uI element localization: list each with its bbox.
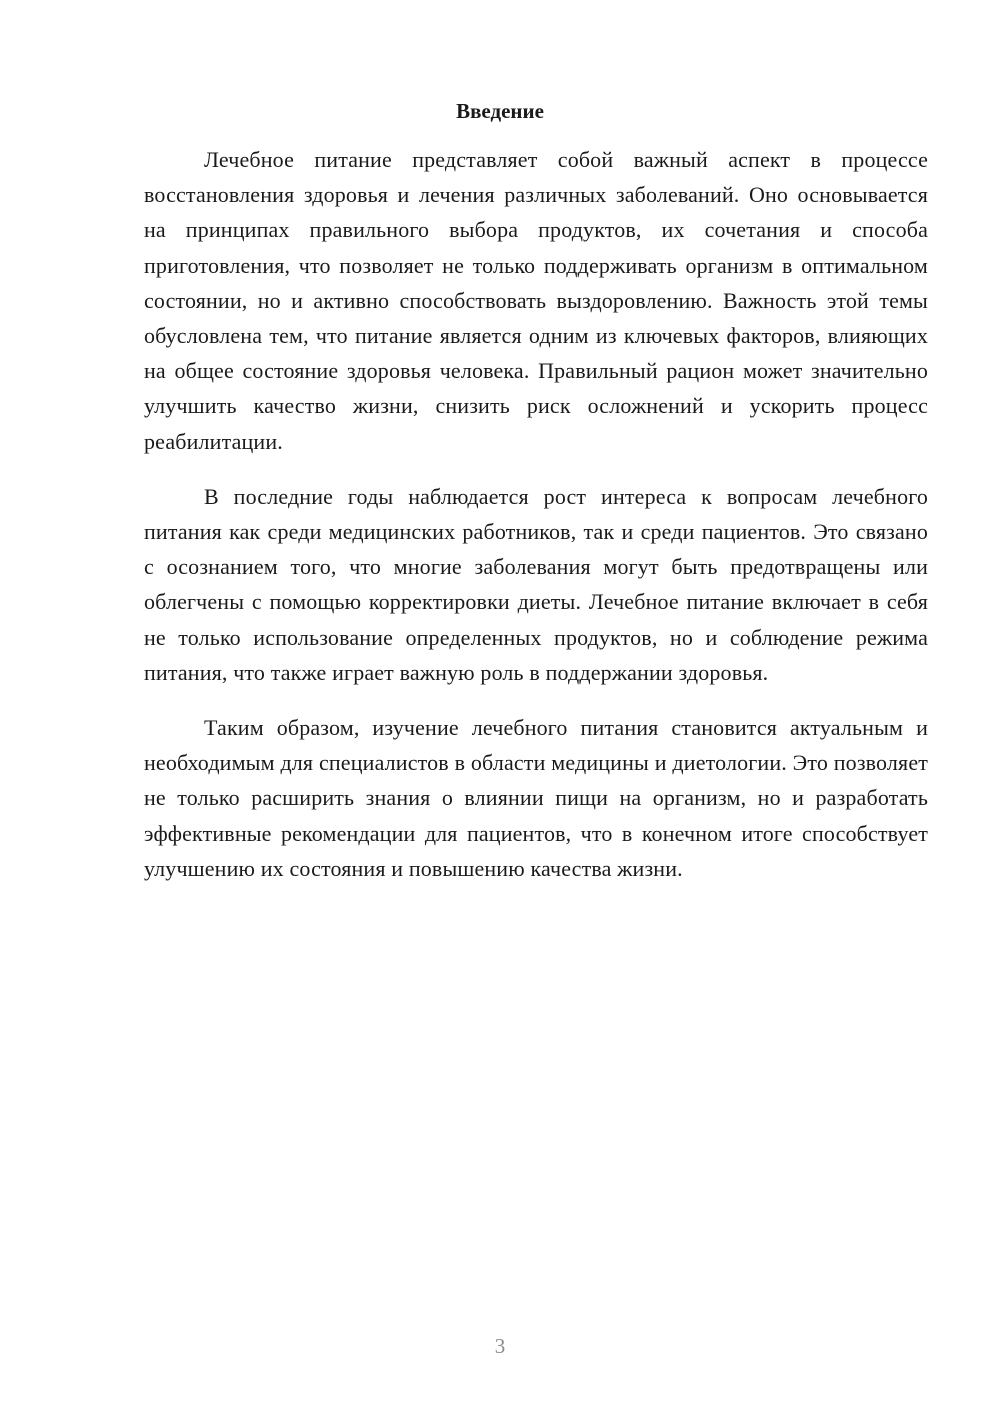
paragraph-2: В последние годы наблюдается рост интереса к вопросам лечебного питания как среди медицинских работников, так и среди пациентов. Это связано с осознанием того, что многие заболевания могут быть предотвращены или облегчены с помощью корректировки диеты. Лечебное питание включает в себя не только использование определенных продуктов, но и соблюдение режима питания, что также играет важную роль в поддержании здоровья. bbox=[144, 483, 928, 685]
document-body bbox=[144, 142, 928, 906]
page-title: Введение bbox=[456, 99, 544, 123]
paragraph-3: Таким образом, изучение лечебного питания становится актуальным и необходимым для специалистов в области медицины и диетологии. Это позволяет не только расширить знания о влиянии пищи на организм, но и разработать эффективные рекомендации для пациентов, что в конечном итоге способствует улучшению их состояния и повышению качества жизни. bbox=[144, 715, 928, 881]
page-number: 3 bbox=[494, 1334, 506, 1358]
paragraph-1: Лечебное питание представляет собой важный аспект в процессе восстановления здоровья и лечения различных заболеваний. Оно основывается на принципах правильного выбора продуктов, их сочетания и способа приготовления, что позволяет не только поддерживать организм в оптимальном состоянии, но и активно способствовать выздоровлению. Важность этой темы обусловлена тем, что питание является одним из ключевых факторов, влияющих на общее состояние здоровья человека. Правильный рацион может значительно улучшить качество жизни, снизить риск осложнений и ускорить процесс реабилитации. bbox=[144, 147, 928, 454]
